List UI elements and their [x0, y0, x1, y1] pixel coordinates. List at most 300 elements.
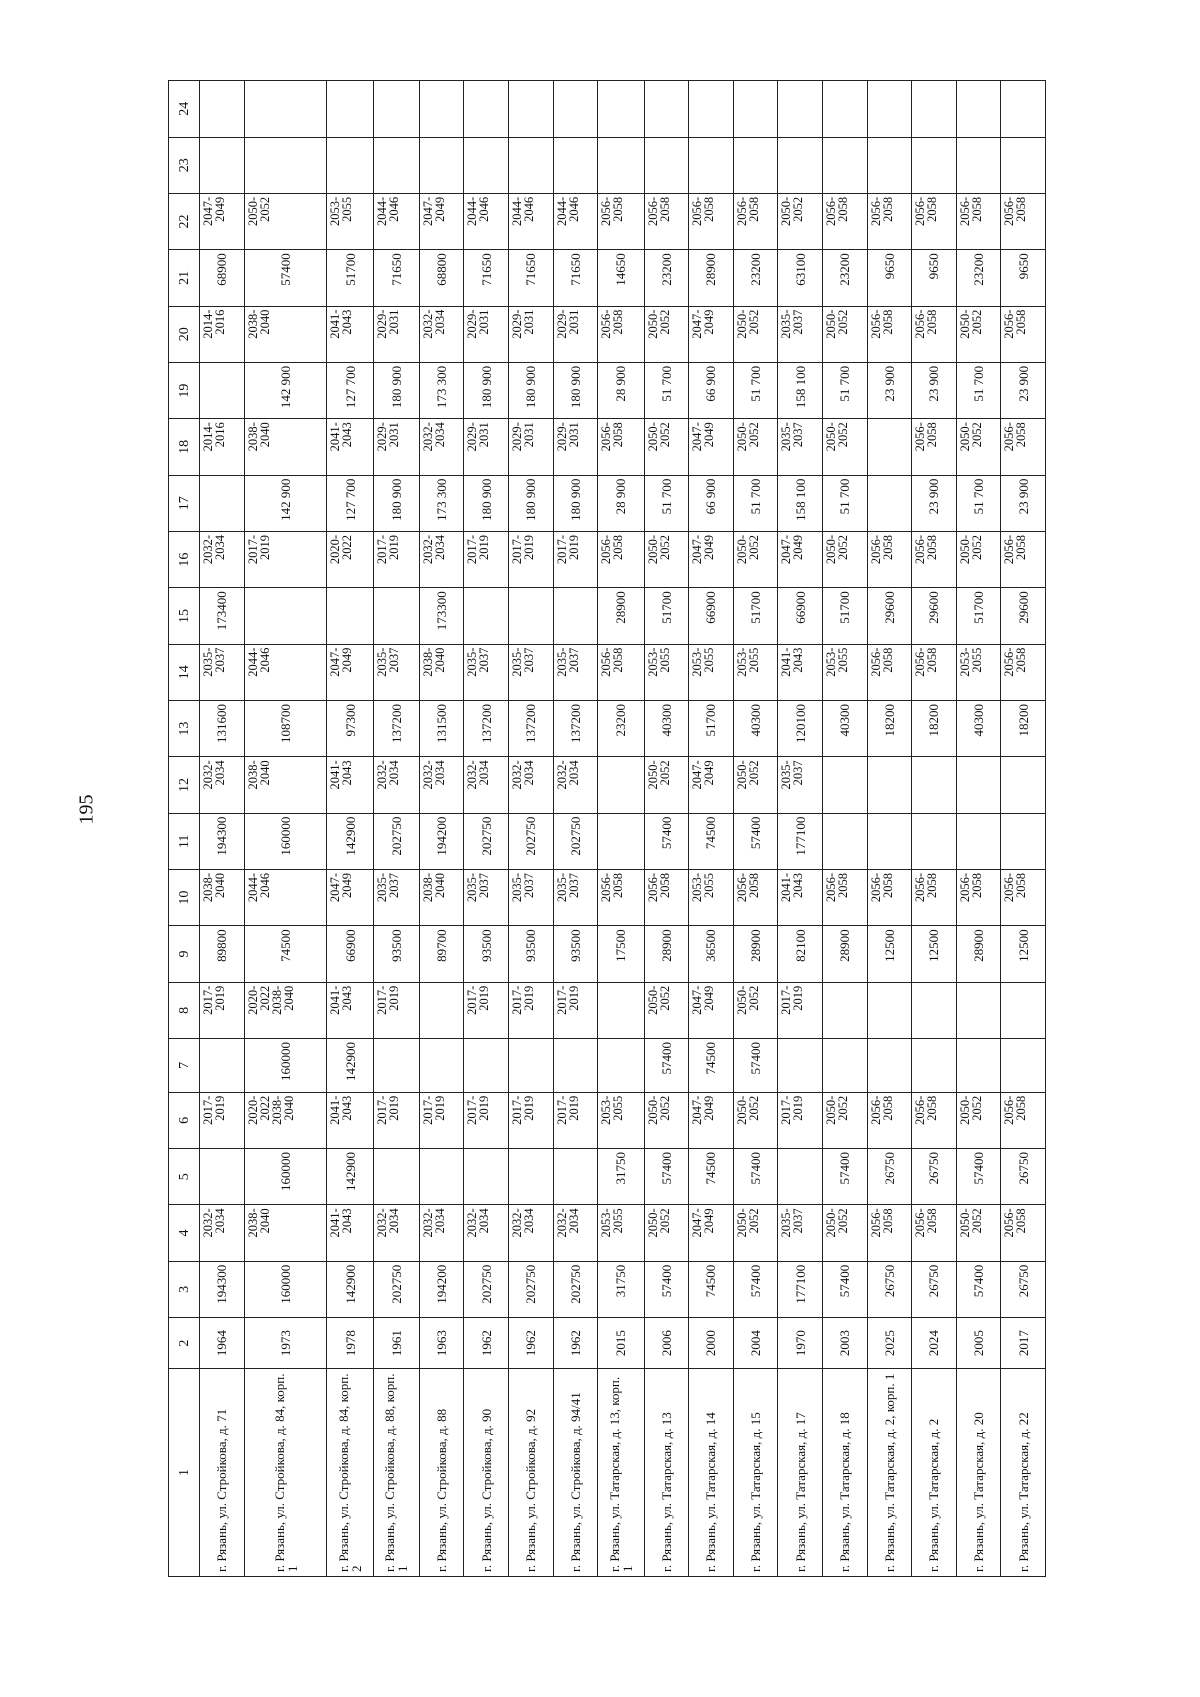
table-cell: 51700	[327, 250, 373, 306]
table-cell: 28900	[644, 926, 689, 982]
table-cell: 2020- 2022 2038- 2040	[244, 1092, 327, 1148]
table-cell: 2050- 2052	[956, 1092, 1001, 1148]
table-cell: 142900	[327, 1039, 373, 1093]
table-cell: 2038- 2040	[244, 419, 327, 475]
table-cell: 2050- 2052	[644, 531, 689, 587]
table-cell: 180 900	[509, 362, 554, 418]
table-cell: 2017- 2019	[373, 1092, 419, 1148]
table-cell: 2056- 2058	[1001, 531, 1046, 587]
table-cell: 2056- 2058	[1001, 870, 1046, 926]
table-cell: 194300	[200, 813, 245, 869]
table-cell: 2017- 2019	[464, 982, 509, 1038]
table-cell: 160000	[244, 1149, 327, 1205]
table-cell: 2056- 2058	[733, 870, 778, 926]
table-cell: 2053- 2055	[822, 644, 867, 700]
table-cell: 26750	[867, 1261, 912, 1317]
table-row	[778, 81, 823, 1577]
table-cell: 12500	[867, 926, 912, 982]
table-cell: 2032- 2034	[509, 1205, 554, 1261]
table-cell	[598, 813, 644, 869]
table-cell: 74500	[689, 1039, 734, 1093]
table-cell: 2029- 2031	[464, 306, 509, 362]
table-cell: 2014- 2016	[200, 419, 245, 475]
table-cell: 173300	[419, 588, 464, 644]
table-cell: 202750	[553, 1261, 598, 1317]
table-cell	[419, 137, 464, 193]
table-row	[464, 81, 509, 1577]
header-cell-6: 6	[169, 1092, 200, 1148]
table-body	[200, 81, 1046, 1577]
table-cell: 2056- 2058	[1001, 1205, 1046, 1261]
table-row	[373, 81, 419, 1577]
table-row	[867, 81, 912, 1577]
header-cell-19: 19	[169, 362, 200, 418]
table-cell: 2056- 2058	[689, 193, 734, 249]
table-cell: 36500	[689, 926, 734, 982]
table-cell: 2017- 2019	[553, 531, 598, 587]
table-cell	[373, 588, 419, 644]
table-cell: 2004	[733, 1318, 778, 1369]
table-cell: 2050- 2052	[822, 1205, 867, 1261]
table-cell: 2025	[867, 1318, 912, 1369]
table-cell: 57400	[733, 1039, 778, 1093]
table-cell: 1973	[244, 1318, 327, 1369]
table-cell	[598, 137, 644, 193]
table-row	[598, 81, 644, 1577]
table-cell	[419, 1149, 464, 1205]
table-cell: 2056- 2058	[956, 870, 1001, 926]
table-cell: 2041- 2043	[327, 306, 373, 362]
table-cell: 57400	[644, 1039, 689, 1093]
table-cell	[689, 137, 734, 193]
table-cell: 2056- 2058	[912, 1092, 957, 1148]
table-cell: 29600	[912, 588, 957, 644]
table-cell: 57400	[733, 1149, 778, 1205]
table-cell: 2020- 2022	[327, 531, 373, 587]
table-cell: 82100	[778, 926, 823, 982]
table-cell	[509, 1039, 554, 1093]
address-cell: г. Рязань, ул. Стройкова, д. 92	[509, 1369, 554, 1577]
table-cell	[200, 1149, 245, 1205]
table-cell: 2050- 2052	[733, 1205, 778, 1261]
table-cell: 2041- 2043	[327, 419, 373, 475]
table-cell: 71650	[509, 250, 554, 306]
table-cell: 1961	[373, 1318, 419, 1369]
table-cell	[464, 137, 509, 193]
table-cell: 26750	[912, 1261, 957, 1317]
address-cell: г. Рязань, ул. Татарская, д. 13	[644, 1369, 689, 1577]
address-cell: г. Рязань, ул. Татарская, д. 20	[956, 1369, 1001, 1577]
table-cell: 2006	[644, 1318, 689, 1369]
table-cell: 2032- 2034	[373, 757, 419, 813]
address-cell: г. Рязань, ул. Татарская, д. 15	[733, 1369, 778, 1577]
table-cell: 1964	[200, 1318, 245, 1369]
header-cell-3: 3	[169, 1261, 200, 1317]
table-cell: 1962	[464, 1318, 509, 1369]
table-cell: 2017- 2019	[200, 982, 245, 1038]
table-cell: 9650	[867, 250, 912, 306]
table-cell: 2056- 2058	[1001, 193, 1046, 249]
table-cell: 28900	[733, 926, 778, 982]
table-cell: 23 900	[912, 475, 957, 531]
table-cell: 74500	[689, 813, 734, 869]
header-cell-14: 14	[169, 644, 200, 700]
table-cell: 23200	[598, 700, 644, 756]
table-cell: 2056- 2058	[598, 306, 644, 362]
table-cell: 2017- 2019	[778, 1092, 823, 1148]
repair-schedule-table	[168, 80, 1046, 1577]
table-cell: 28900	[689, 250, 734, 306]
table-cell: 2017- 2019	[553, 1092, 598, 1148]
table-cell: 2056- 2058	[867, 193, 912, 249]
table-cell: 2005	[956, 1318, 1001, 1369]
table-cell: 2050- 2052	[733, 531, 778, 587]
table-cell	[912, 813, 957, 869]
table-cell	[644, 137, 689, 193]
table-cell: 2032- 2034	[373, 1205, 419, 1261]
table-cell: 2029- 2031	[373, 419, 419, 475]
table-cell: 57400	[244, 250, 327, 306]
table-cell	[822, 757, 867, 813]
table-cell	[644, 81, 689, 138]
table-cell: 97300	[327, 700, 373, 756]
table-cell: 2050- 2052	[644, 1205, 689, 1261]
table-cell: 137200	[373, 700, 419, 756]
table-cell: 137200	[553, 700, 598, 756]
table-cell	[912, 757, 957, 813]
table-cell	[1001, 982, 1046, 1038]
table-cell: 142900	[327, 1261, 373, 1317]
table-cell	[912, 982, 957, 1038]
table-cell	[553, 588, 598, 644]
table-cell: 57400	[822, 1261, 867, 1317]
table-cell	[509, 137, 554, 193]
table-cell	[509, 588, 554, 644]
table-cell: 9650	[1001, 250, 1046, 306]
table-cell: 2053- 2055	[598, 1205, 644, 1261]
table-cell: 74500	[689, 1261, 734, 1317]
table-cell: 142 900	[244, 362, 327, 418]
table-cell: 57400	[644, 1149, 689, 1205]
table-cell: 12500	[1001, 926, 1046, 982]
table-cell: 2050- 2052	[822, 1092, 867, 1148]
table-cell: 2056- 2058	[733, 193, 778, 249]
table-cell: 2050- 2052	[244, 193, 327, 249]
table-cell	[1001, 137, 1046, 193]
page-number: 195	[75, 794, 98, 825]
header-cell-11: 11	[169, 813, 200, 869]
table-cell: 23 900	[1001, 362, 1046, 418]
table-cell	[373, 137, 419, 193]
table-cell: 2050- 2052	[644, 982, 689, 1038]
table-cell	[689, 81, 734, 138]
table-cell: 127 700	[327, 475, 373, 531]
table-cell: 180 900	[373, 362, 419, 418]
table-cell: 2032- 2034	[419, 419, 464, 475]
header-cell-13: 13	[169, 700, 200, 756]
table-cell: 2053- 2055	[733, 644, 778, 700]
table-cell: 2000	[689, 1318, 734, 1369]
table-cell: 2032- 2034	[464, 757, 509, 813]
table-cell: 127 700	[327, 362, 373, 418]
table-cell: 2047- 2049	[689, 531, 734, 587]
table-cell: 51700	[689, 700, 734, 756]
table-cell	[553, 1149, 598, 1205]
table-cell: 14650	[598, 250, 644, 306]
table-cell: 2041- 2043	[778, 644, 823, 700]
table-cell: 2032- 2034	[464, 1205, 509, 1261]
table-cell: 2050- 2052	[733, 306, 778, 362]
table-row	[689, 81, 734, 1577]
table-cell: 68900	[200, 250, 245, 306]
table-cell: 1963	[419, 1318, 464, 1369]
table-cell: 12500	[912, 926, 957, 982]
table-header-row	[169, 81, 200, 1577]
table-cell: 2050- 2052	[956, 1205, 1001, 1261]
table-cell: 2032- 2034	[200, 757, 245, 813]
table-cell: 40300	[956, 700, 1001, 756]
table-cell: 51 700	[956, 362, 1001, 418]
table-cell	[1001, 81, 1046, 138]
rotated-table-container	[168, 80, 1046, 1577]
table-cell	[464, 1039, 509, 1093]
table-cell: 2038- 2040	[419, 644, 464, 700]
table-cell: 29600	[867, 588, 912, 644]
header-cell-21: 21	[169, 250, 200, 306]
table-cell	[956, 757, 1001, 813]
table-cell	[373, 81, 419, 138]
header-cell-20: 20	[169, 306, 200, 362]
table-cell: 2056- 2058	[912, 644, 957, 700]
address-cell: г. Рязань, ул. Татарская, д. 2	[912, 1369, 957, 1577]
address-cell: г. Рязань, ул. Татарская, д. 17	[778, 1369, 823, 1577]
table-cell	[956, 81, 1001, 138]
table-cell: 89700	[419, 926, 464, 982]
table-cell: 2017- 2019	[200, 1092, 245, 1148]
address-cell: г. Рязань, ул. Татарская, д. 14	[689, 1369, 734, 1577]
table-cell	[867, 475, 912, 531]
table-cell: 2029- 2031	[464, 419, 509, 475]
table-cell: 2056- 2058	[867, 644, 912, 700]
table-cell: 40300	[733, 700, 778, 756]
table-cell: 2056- 2058	[867, 1092, 912, 1148]
table-cell	[464, 81, 509, 138]
table-cell: 2035- 2037	[553, 870, 598, 926]
table-cell	[598, 81, 644, 138]
table-cell: 2050- 2052	[644, 419, 689, 475]
table-cell: 160000	[244, 1261, 327, 1317]
table-cell	[509, 81, 554, 138]
table-cell: 173 300	[419, 362, 464, 418]
table-cell: 40300	[644, 700, 689, 756]
table-cell: 180 900	[373, 475, 419, 531]
table-cell: 2044- 2046	[509, 193, 554, 249]
table-cell: 2014- 2016	[200, 306, 245, 362]
table-cell: 2044- 2046	[244, 644, 327, 700]
table-cell: 51700	[644, 588, 689, 644]
table-cell	[867, 982, 912, 1038]
table-cell: 2017- 2019	[509, 531, 554, 587]
table-cell: 2017- 2019	[373, 982, 419, 1038]
table-cell: 180 900	[553, 475, 598, 531]
table-cell: 66900	[778, 588, 823, 644]
table-cell: 2003	[822, 1318, 867, 1369]
header-cell-7: 7	[169, 1039, 200, 1093]
table-cell: 2050- 2052	[822, 419, 867, 475]
table-cell: 26750	[1001, 1149, 1046, 1205]
table-cell: 51 700	[733, 475, 778, 531]
table-cell: 2056- 2058	[912, 531, 957, 587]
table-cell: 23 900	[867, 362, 912, 418]
address-cell: г. Рязань, ул. Стройкова, д. 88, корп. 1	[373, 1369, 419, 1577]
table-row	[644, 81, 689, 1577]
table-cell: 202750	[373, 813, 419, 869]
table-cell	[867, 1039, 912, 1093]
table-cell: 142900	[327, 813, 373, 869]
table-cell: 2032- 2034	[419, 1205, 464, 1261]
table-cell: 26750	[867, 1149, 912, 1205]
table-cell: 2047- 2049	[419, 193, 464, 249]
table-cell: 1962	[509, 1318, 554, 1369]
table-cell: 2041- 2043	[778, 870, 823, 926]
table-cell: 2029- 2031	[553, 419, 598, 475]
table-cell: 2050- 2052	[956, 419, 1001, 475]
table-cell	[912, 137, 957, 193]
table-cell: 137200	[509, 700, 554, 756]
header-cell-8: 8	[169, 982, 200, 1038]
table-cell: 2017- 2019	[553, 982, 598, 1038]
table-cell: 89800	[200, 926, 245, 982]
table-cell: 137200	[464, 700, 509, 756]
table-row	[822, 81, 867, 1577]
table-cell: 2024	[912, 1318, 957, 1369]
table-cell: 2017- 2019	[778, 982, 823, 1038]
table-cell: 71650	[373, 250, 419, 306]
table-cell	[867, 81, 912, 138]
table-cell	[778, 81, 823, 138]
table-cell: 160000	[244, 1039, 327, 1093]
table-cell	[822, 982, 867, 1038]
table-cell: 57400	[956, 1261, 1001, 1317]
table-cell: 202750	[553, 813, 598, 869]
table-cell: 180 900	[464, 362, 509, 418]
table-cell: 51 700	[644, 362, 689, 418]
table-cell: 2015	[598, 1318, 644, 1369]
table-cell: 93500	[373, 926, 419, 982]
table-cell: 2017- 2019	[419, 1092, 464, 1148]
table-cell: 2050- 2052	[644, 1092, 689, 1148]
header-cell-1: 1	[169, 1369, 200, 1577]
table-cell: 2053- 2055	[956, 644, 1001, 700]
address-cell: г. Рязань, ул. Стройкова, д. 94/41	[553, 1369, 598, 1577]
table-cell: 2032- 2034	[419, 531, 464, 587]
table-cell: 131600	[200, 700, 245, 756]
table-cell: 23200	[733, 250, 778, 306]
table-row	[912, 81, 957, 1577]
table-cell: 51 700	[956, 475, 1001, 531]
table-cell: 93500	[553, 926, 598, 982]
table-cell	[1001, 1039, 1046, 1093]
table-cell: 2056- 2058	[867, 1205, 912, 1261]
table-cell: 120100	[778, 700, 823, 756]
table-cell: 17500	[598, 926, 644, 982]
table-row	[733, 81, 778, 1577]
header-cell-9: 9	[169, 926, 200, 982]
table-cell	[419, 81, 464, 138]
table-cell: 2056- 2058	[956, 193, 1001, 249]
table-cell: 2035- 2037	[200, 644, 245, 700]
table-cell	[1001, 757, 1046, 813]
table-cell: 66900	[327, 926, 373, 982]
table-cell: 51 700	[644, 475, 689, 531]
table-row	[1001, 81, 1046, 1577]
table-cell: 2017	[1001, 1318, 1046, 1369]
table-row	[419, 81, 464, 1577]
table-cell: 2035- 2037	[509, 870, 554, 926]
table-cell: 2044- 2046	[244, 870, 327, 926]
table-cell: 2050- 2052	[644, 757, 689, 813]
table-cell: 177100	[778, 1261, 823, 1317]
address-cell: г. Рязань, ул. Стройкова, д. 90	[464, 1369, 509, 1577]
table-cell: 2029- 2031	[553, 306, 598, 362]
table-cell: 158 100	[778, 475, 823, 531]
table-cell: 2056- 2058	[822, 193, 867, 249]
table-cell: 18200	[867, 700, 912, 756]
table-cell: 2056- 2058	[1001, 1092, 1046, 1148]
table-cell	[200, 81, 245, 138]
table-cell: 2047- 2049	[689, 1205, 734, 1261]
table-cell: 23200	[956, 250, 1001, 306]
table-cell: 2029- 2031	[373, 306, 419, 362]
table-cell: 2047- 2049	[200, 193, 245, 249]
table-cell: 2056- 2058	[1001, 306, 1046, 362]
table-cell: 51 700	[822, 475, 867, 531]
table-cell: 180 900	[464, 475, 509, 531]
table-cell: 2050- 2052	[733, 1092, 778, 1148]
table-cell: 142900	[327, 1149, 373, 1205]
table-cell	[200, 475, 245, 531]
table-cell: 131500	[419, 700, 464, 756]
table-cell	[956, 1039, 1001, 1093]
table-cell: 51 700	[733, 362, 778, 418]
table-cell: 2044- 2046	[553, 193, 598, 249]
header-cell-18: 18	[169, 419, 200, 475]
table-row	[553, 81, 598, 1577]
table-cell: 2041- 2043	[327, 1092, 373, 1148]
table-cell: 66900	[689, 588, 734, 644]
table-cell: 2056- 2058	[644, 870, 689, 926]
table-cell: 31750	[598, 1149, 644, 1205]
table-cell: 2038- 2040	[244, 757, 327, 813]
table-cell: 194200	[419, 813, 464, 869]
table-cell: 202750	[509, 1261, 554, 1317]
table-cell: 2056- 2058	[912, 306, 957, 362]
header-cell-12: 12	[169, 757, 200, 813]
header-cell-24: 24	[169, 81, 200, 138]
table-cell: 2050- 2052	[822, 531, 867, 587]
table-cell: 2035- 2037	[373, 644, 419, 700]
table-cell: 2017- 2019	[509, 1092, 554, 1148]
table-cell: 2047- 2049	[689, 1092, 734, 1148]
table-cell: 2056- 2058	[867, 870, 912, 926]
table-cell: 2017- 2019	[509, 982, 554, 1038]
table-cell: 57400	[644, 1261, 689, 1317]
table-cell: 26750	[912, 1149, 957, 1205]
table-cell: 2020- 2022 2038- 2040	[244, 982, 327, 1038]
table-cell	[778, 137, 823, 193]
table-cell: 57400	[956, 1149, 1001, 1205]
address-cell: г. Рязань, ул. Стройкова, д. 84, корп. 1	[244, 1369, 327, 1577]
